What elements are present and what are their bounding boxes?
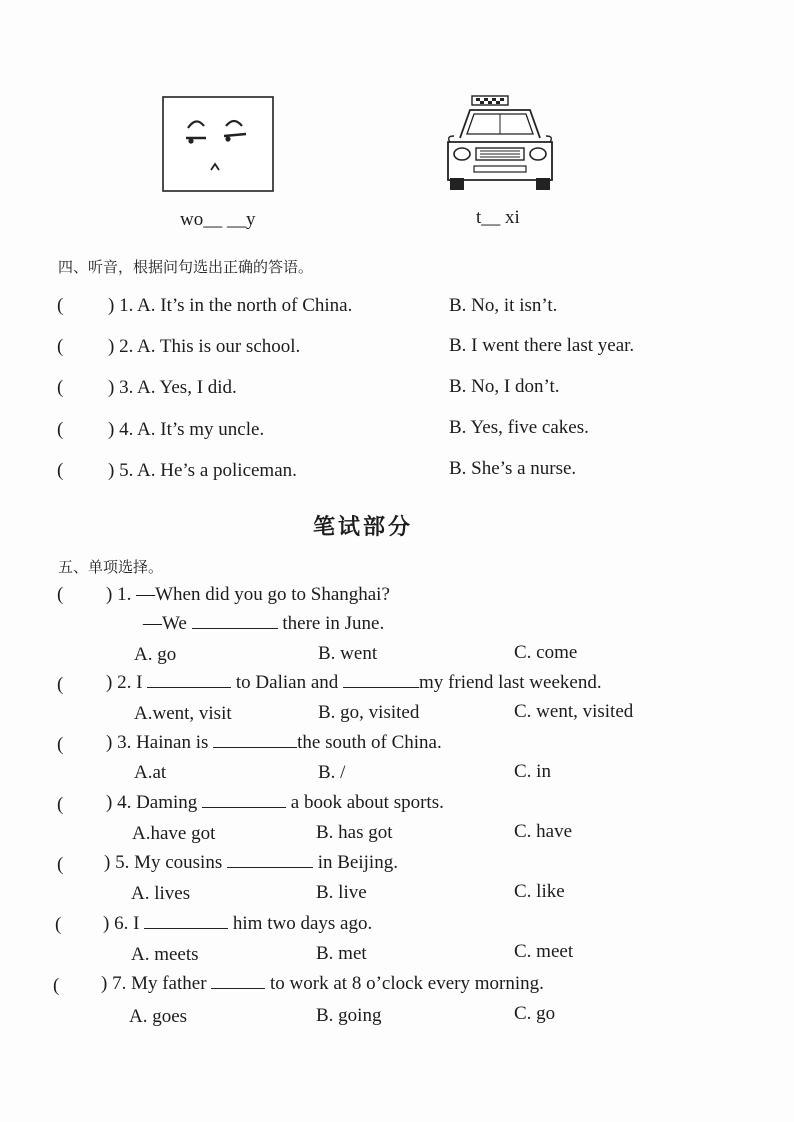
s5-q6-paren: ( <box>55 914 62 935</box>
s5-q6-option-c: C. meet <box>514 941 574 962</box>
s5-q3-option-b: B. / <box>318 762 346 783</box>
answer-blank[interactable] <box>211 973 265 989</box>
s5-q3-paren: ( <box>57 734 64 755</box>
s4-q4-option-b: B. Yes, five cakes. <box>449 417 589 438</box>
s5-q7-option-a: A. goes <box>129 1006 188 1027</box>
answer-blank[interactable] <box>192 613 278 629</box>
s5-q4-stem <box>106 792 444 814</box>
s4-q5-paren: ( <box>57 460 64 481</box>
s5-q3-stem <box>106 732 442 754</box>
s4-q5-option-b: B. She’s a nurse. <box>449 458 577 479</box>
picture-word-2: t__ xi <box>476 207 520 228</box>
s5-q5-option-c: C. like <box>514 881 565 902</box>
s5-q1-option-b: B. went <box>318 643 378 664</box>
s5-q5-option-b: B. live <box>316 882 367 903</box>
s5-q1-paren: ( <box>57 584 64 605</box>
s4-q3-option-b: B. No, I don’t. <box>449 376 560 397</box>
s5-q3-option-a: A.at <box>134 762 167 783</box>
s5-q6-pre: ) 6. I <box>103 913 140 934</box>
s5-q1-option-c: C. come <box>514 642 578 663</box>
s4-q5-option-a: ) 5. A. He’s a policeman. <box>108 460 297 481</box>
answer-blank[interactable] <box>227 852 313 868</box>
s4-q4-paren: ( <box>57 419 64 440</box>
s5-q1-stem: ) 1. —When did you go to Shanghai? <box>106 584 390 605</box>
s5-q5-pre: ) 5. My cousins <box>104 852 223 873</box>
taxi-icon <box>440 94 560 194</box>
s5-q1-line2-post: there in June. <box>282 613 385 634</box>
s5-q2-mid: to Dalian and <box>235 672 339 693</box>
s4-q1-option-a: ) 1. A. It’s in the north of China. <box>108 295 353 316</box>
s5-q7-stem <box>101 973 544 995</box>
answer-blank[interactable] <box>343 672 419 688</box>
s5-q6-option-b: B. met <box>316 943 367 964</box>
s4-q2-paren: ( <box>57 336 64 357</box>
s5-q3-pre: ) 3. Hainan is <box>106 732 209 753</box>
s5-q4-pre: ) 4. Daming <box>106 792 198 813</box>
s5-q4-option-a: A.have got <box>132 823 216 844</box>
answer-blank[interactable] <box>147 672 231 688</box>
s5-q3-option-c: C. in <box>514 761 551 782</box>
answer-blank[interactable] <box>144 913 228 929</box>
s4-q3-paren: ( <box>57 377 64 398</box>
s4-q2-option-a: ) 2. A. This is our school. <box>108 336 301 357</box>
worried-face-icon <box>162 96 274 192</box>
section4-heading: 四、听音，根据问句选出正确的答语。 <box>58 258 314 276</box>
s5-q6-stem <box>103 913 372 935</box>
s5-q1-line2 <box>143 613 384 635</box>
s5-q7-option-b: B. going <box>316 1005 382 1026</box>
written-part-title: 笔试部分 <box>313 515 414 540</box>
answer-blank[interactable] <box>202 792 286 808</box>
s4-q4-option-a: ) 4. A. It’s my uncle. <box>108 419 265 440</box>
s5-q5-stem <box>104 852 398 874</box>
s5-q2-option-c: C. went, visited <box>514 701 634 722</box>
s5-q6-option-a: A. meets <box>131 944 199 965</box>
s4-q2-option-b: B. I went there last year. <box>449 335 635 356</box>
s4-q1-option-b: B. No, it isn’t. <box>449 295 558 316</box>
s5-q4-option-c: C. have <box>514 821 573 842</box>
s5-q4-option-b: B. has got <box>316 822 393 843</box>
s5-q5-option-a: A. lives <box>131 883 191 904</box>
s5-q3-post: the south of China. <box>297 732 442 753</box>
s5-q6-post: him two days ago. <box>232 913 373 934</box>
s5-q7-paren: ( <box>53 975 60 996</box>
s5-q7-post: to work at 8 o’clock every morning. <box>270 973 544 994</box>
s5-q2-stem <box>106 672 602 694</box>
s5-q2-option-a: A.went, visit <box>134 703 232 724</box>
section5-heading: 五、单项选择。 <box>58 558 164 576</box>
s5-q5-post: in Beijing. <box>317 852 398 873</box>
s5-q2-pre: ) 2. I <box>106 672 143 693</box>
s5-q4-paren: ( <box>57 794 64 815</box>
s5-q7-pre: ) 7. My father <box>101 973 207 994</box>
s5-q7-option-c: C. go <box>514 1003 556 1024</box>
s5-q2-option-b: B. go, visited <box>318 702 420 723</box>
s4-q1-paren: ( <box>57 295 64 316</box>
s5-q2-paren: ( <box>57 674 64 695</box>
s5-q1-option-a: A. go <box>134 644 177 665</box>
answer-blank[interactable] <box>213 732 297 748</box>
s4-q3-option-a: ) 3. A. Yes, I did. <box>108 377 237 398</box>
s5-q5-paren: ( <box>57 854 64 875</box>
picture-word-1: wo__ __y <box>180 209 256 230</box>
s5-q4-post: a book about sports. <box>290 792 444 813</box>
s5-q1-line2-pre: —We <box>143 613 187 634</box>
s5-q2-post: my friend last weekend. <box>419 672 602 693</box>
